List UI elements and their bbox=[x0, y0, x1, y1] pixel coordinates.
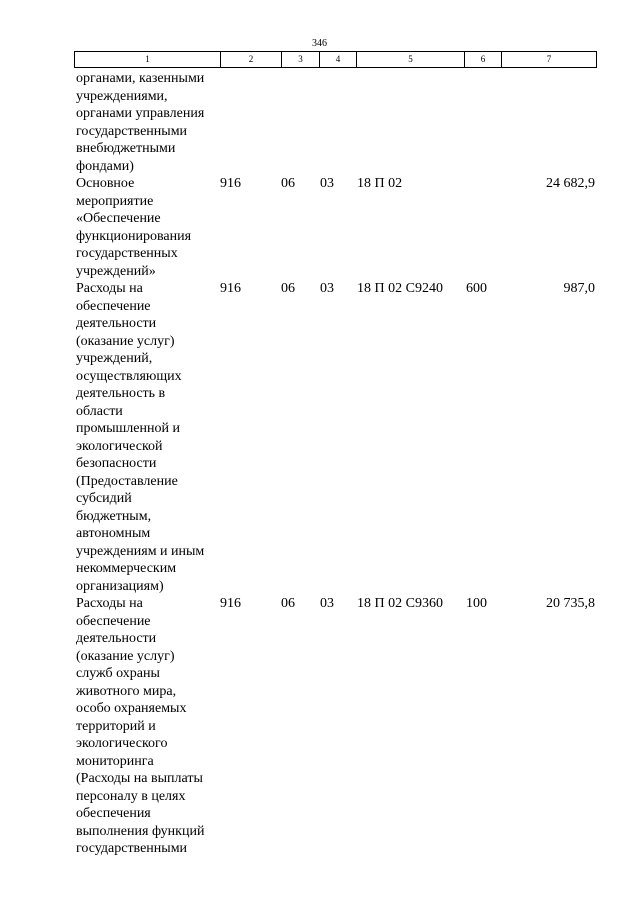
department-code: 916 bbox=[220, 596, 241, 611]
subsection-code: 03 bbox=[320, 281, 334, 296]
item-name-line: осуществляющих bbox=[76, 368, 182, 384]
target-article-code: 18 П 02 С9240 bbox=[357, 281, 443, 296]
item-name-line: «Обеспечение bbox=[76, 211, 161, 226]
subsection-code: 03 bbox=[320, 176, 334, 191]
table-row bbox=[0, 280, 639, 595]
item-name-line: учреждениям и иным bbox=[76, 543, 205, 559]
item-name-line: выполнения функций bbox=[76, 823, 205, 839]
item-name-line: (Расходы на выплаты bbox=[76, 771, 203, 786]
column-header-6: 6 bbox=[465, 52, 502, 68]
column-header-7: 7 bbox=[502, 52, 597, 68]
column-header-3: 3 bbox=[282, 52, 320, 68]
department-code: 916 bbox=[220, 176, 241, 191]
item-name-line: мероприятие bbox=[76, 193, 154, 209]
item-name-line: служб охраны bbox=[76, 666, 160, 681]
item-name-line: Расходы на bbox=[76, 281, 143, 296]
item-name-line: деятельности bbox=[76, 631, 157, 646]
department-code: 916 bbox=[220, 281, 241, 296]
item-name-line: деятельности bbox=[76, 316, 157, 331]
column-header-2: 2 bbox=[221, 52, 282, 68]
table-row bbox=[0, 70, 639, 175]
target-article-code: 18 П 02 bbox=[357, 176, 403, 191]
item-name-line: обеспечение bbox=[76, 298, 151, 314]
item-name-line: органами, казенными bbox=[76, 71, 205, 86]
item-name-line: автономным bbox=[76, 526, 151, 541]
item-name bbox=[76, 280, 222, 595]
column-header-1: 1 bbox=[75, 52, 221, 68]
item-name-line: органами управления bbox=[76, 106, 205, 121]
item-name-line: Расходы на bbox=[76, 596, 143, 611]
section-code: 06 bbox=[281, 281, 295, 296]
item-name-line: учреждений» bbox=[76, 263, 156, 279]
item-name-line: государственными bbox=[76, 123, 188, 139]
column-header-5: 5 bbox=[357, 52, 465, 68]
item-name-line: бюджетным, bbox=[76, 508, 152, 524]
item-name-line: обеспечения bbox=[76, 806, 151, 821]
item-name-line: экологического bbox=[76, 736, 168, 751]
item-name-line: внебюджетными bbox=[76, 141, 176, 156]
item-name-line: деятельность в bbox=[76, 386, 166, 401]
table-row bbox=[0, 175, 639, 280]
column-number-header bbox=[74, 51, 597, 68]
page-number: 346 bbox=[312, 38, 327, 49]
item-name-line: (оказание услуг) bbox=[76, 648, 175, 664]
item-name bbox=[76, 175, 222, 280]
expense-type-code: 600 bbox=[466, 281, 487, 296]
item-name-line: государственных bbox=[76, 246, 178, 261]
amount-value: 987,0 bbox=[563, 281, 595, 296]
item-name-line: (Предоставление bbox=[76, 473, 178, 489]
item-name-line: субсидий bbox=[76, 491, 132, 506]
item-name-line: государственными bbox=[76, 841, 188, 856]
item-name-line: экологической bbox=[76, 438, 163, 454]
table-row bbox=[0, 595, 639, 858]
expense-type-code: 100 bbox=[466, 596, 487, 611]
amount-value: 24 682,9 bbox=[546, 176, 595, 191]
item-name-line: учреждений, bbox=[76, 351, 153, 366]
item-name-line: функционирования bbox=[76, 228, 192, 244]
item-name-line: обеспечение bbox=[76, 613, 151, 629]
item-name-line: (оказание услуг) bbox=[76, 333, 175, 349]
item-name-line: особо охраняемых bbox=[76, 701, 187, 716]
item-name-line: учреждениями, bbox=[76, 88, 168, 104]
target-article-code: 18 П 02 С9360 bbox=[357, 596, 443, 611]
column-header-4: 4 bbox=[320, 52, 357, 68]
section-code: 06 bbox=[281, 596, 295, 611]
subsection-code: 03 bbox=[320, 596, 334, 611]
item-name-line: некоммерческим bbox=[76, 561, 177, 576]
item-name-line: организациям) bbox=[76, 578, 164, 594]
item-name-line: Основное bbox=[76, 176, 135, 191]
budget-table-body bbox=[0, 70, 639, 858]
item-name-line: мониторинга bbox=[76, 753, 154, 769]
item-name-line: промышленной и bbox=[76, 421, 180, 436]
section-code: 06 bbox=[281, 176, 295, 191]
item-name-line: области bbox=[76, 403, 123, 419]
item-name-line: персоналу в целях bbox=[76, 788, 186, 804]
item-name bbox=[76, 595, 222, 858]
item-name bbox=[76, 70, 222, 175]
item-name-line: животного мира, bbox=[76, 683, 177, 699]
item-name-line: фондами) bbox=[76, 158, 134, 174]
item-name-line: территорий и bbox=[76, 718, 156, 734]
amount-value: 20 735,8 bbox=[546, 596, 595, 611]
item-name-line: безопасности bbox=[76, 456, 157, 471]
